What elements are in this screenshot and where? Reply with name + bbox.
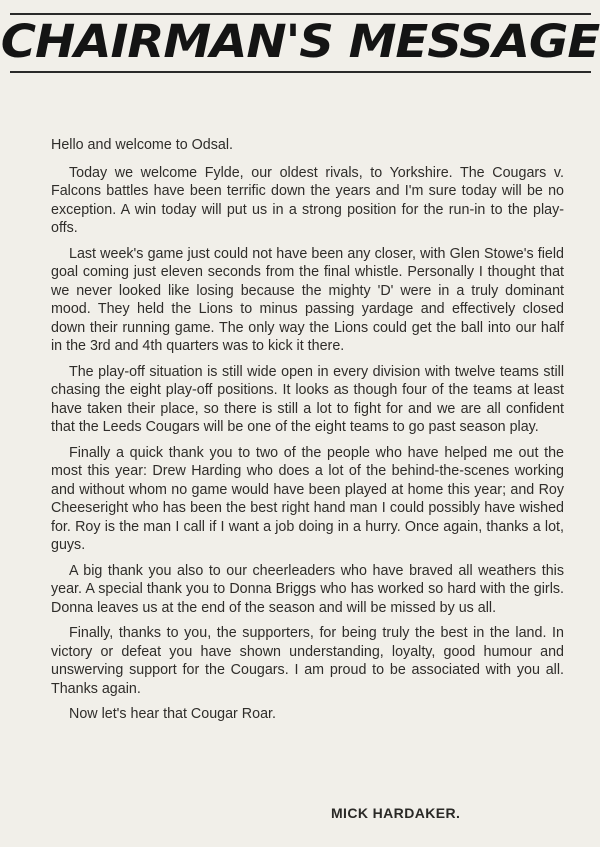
greeting-paragraph: Hello and welcome to Odsal. [51, 137, 233, 153]
header-bottom-rule [10, 71, 591, 73]
body-paragraph-supporters: Finally, thanks to you, the supporters, for being truly the best in the land. In victory or defeat you have shown understanding, loyalty, good humour and unswerving support for the Cougars. I am proud to be associated with you all. Thanks again. [51, 625, 564, 697]
body-paragraph-cheerleaders: A big thank you also to our cheerleaders who have braved all weathers this year. A special thank you to Donna Briggs who has worked so hard with the girls. Donna leaves us at the end of the season and will be missed by us all. [51, 562, 564, 616]
signature: MICK HARDAKER. [331, 805, 461, 821]
letter-body [51, 136, 564, 731]
body-paragraph-last-week: Last week's game just could not have been any closer, with Glen Stowe's field goal coming just eleven seconds from the final whistle. Personally I thought that we never looked like losing because the mighty 'D' were in a truly dominant mood. They held the Lions to minus passing yardage and effectively closed down their running game. The only way the Lions could get the ball into our half in the 3rd and 4th quarters was to kick it there. [51, 245, 564, 354]
body-paragraph-thanks-helpers: Finally a quick thank you to two of the people who have helped me out the most this year: Drew Harding who does a lot of the behind-the-scenes working and without whom no game would have been played at home this year; and Roy Cheeseright who has been the best right hand man I could possibly have wished for. Roy is the man I call if I want a job doing in a hurry. Once again, thanks a lot, guys. [51, 444, 564, 553]
page-title: CHAIRMAN'S MESSAGE [0, 15, 600, 68]
body-paragraph-play-offs: The play-off situation is still wide open in every division with twelve teams still chasing the eight play-off positions. It looks as though four of the teams at least have taken their place, so there is still a lot to fight for and we are all confident that the Leeds Cougars will be one of the eight teams to go past season play. [51, 363, 564, 435]
body-paragraph-welcome: Today we welcome Fylde, our oldest rivals, to Yorkshire. The Cougars v. Falcons battles have been terrific down the years and I'm sure today will be no exception. A win today will put us in a strong position for the run-in to the play-offs. [51, 164, 564, 236]
body-paragraph-cougar-roar: Now let's hear that Cougar Roar. [69, 706, 276, 722]
